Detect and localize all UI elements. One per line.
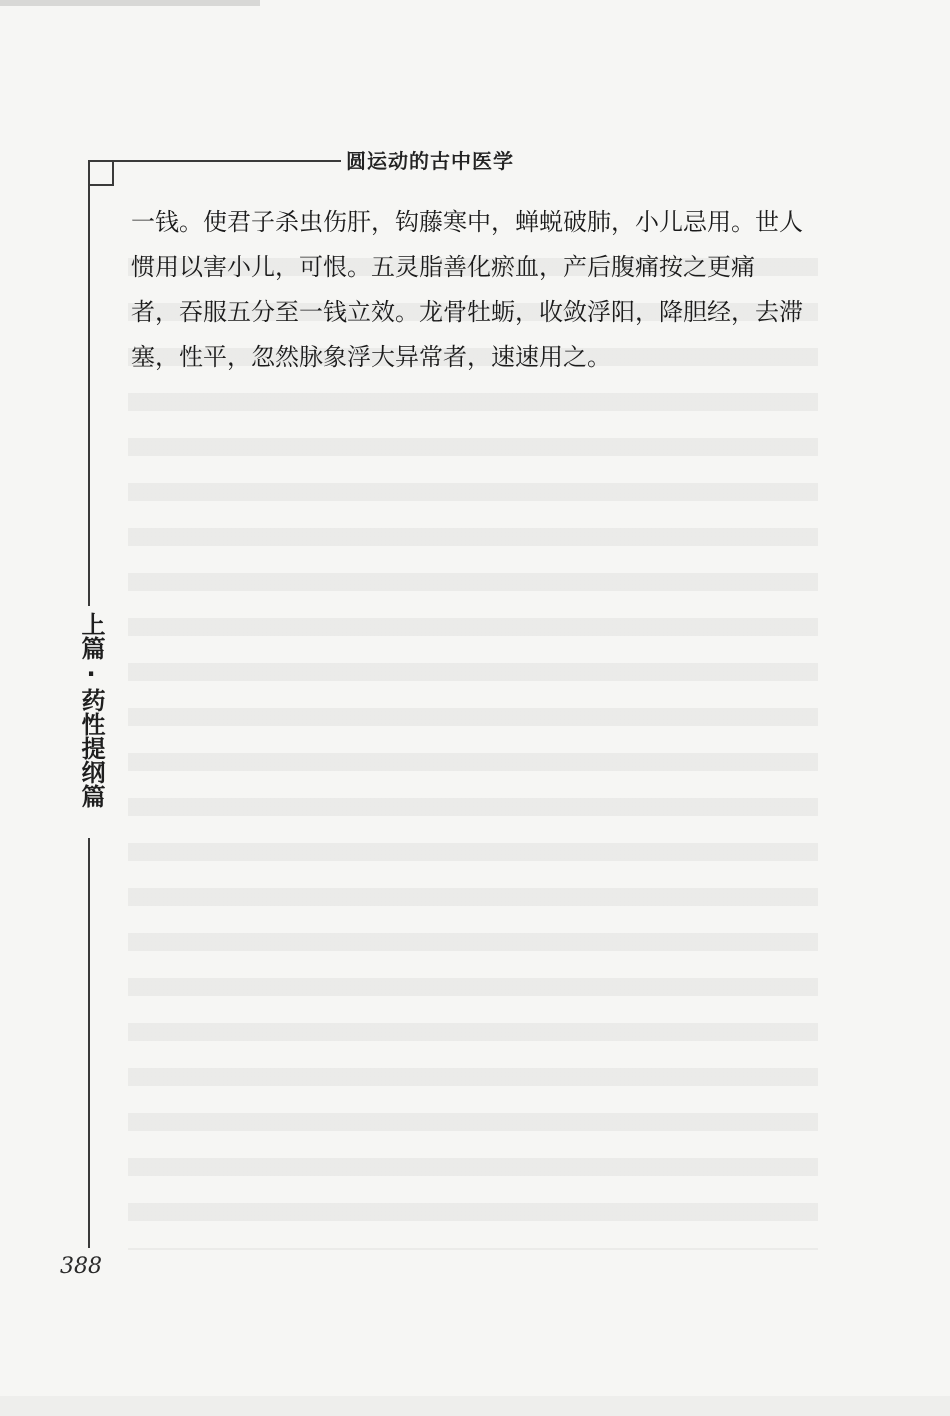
running-header-title: 圆运动的古中医学 — [346, 149, 514, 173]
body-line: 惯用以害小儿，可恨。五灵脂善化瘀血，产后腹痛按之更痛 — [131, 253, 755, 281]
show-through-text — [128, 240, 818, 1250]
corner-ornament — [88, 160, 114, 186]
header-rule — [88, 160, 341, 162]
page-number: 388 — [60, 1254, 102, 1279]
section-label: 上篇·药性提纲篇 — [77, 612, 105, 808]
body-text — [131, 200, 811, 380]
side-rule-bottom — [88, 838, 90, 1248]
side-rule-top — [88, 186, 90, 606]
body-line: 塞，性平，忽然脉象浮大异常者，速速用之。 — [131, 343, 611, 371]
body-line: 一钱。使君子杀虫伤肝，钩藤寒中，蝉蜕破肺，小儿忌用。世人 — [131, 208, 803, 236]
bottom-edge-shadow — [0, 1396, 950, 1416]
body-line: 者，吞服五分至一钱立效。龙骨牡蛎，收敛浮阳，降胆经，去滞 — [131, 298, 803, 326]
top-edge-shadow — [0, 0, 260, 6]
